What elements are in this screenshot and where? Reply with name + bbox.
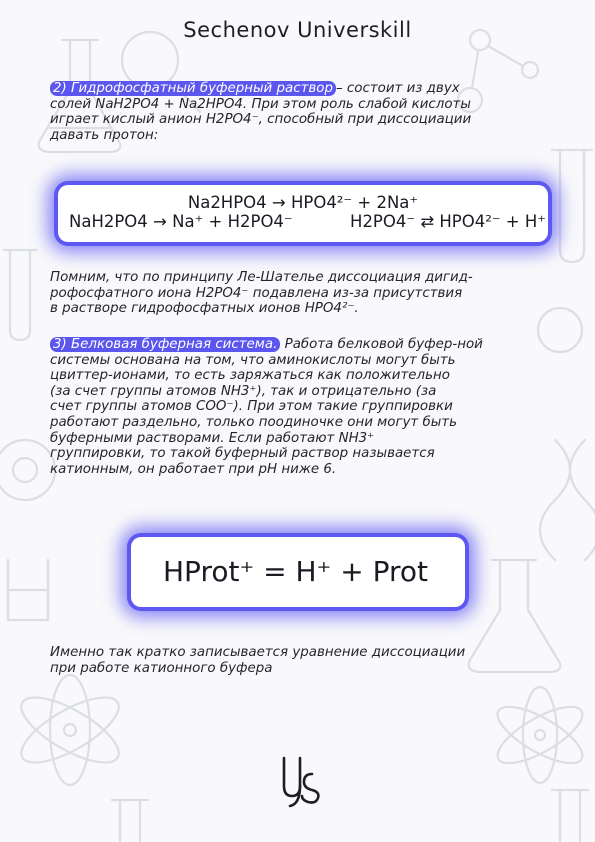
closing-line: Именно так кратко записывается уравнение диссоциации xyxy=(50,645,466,660)
section-3-line: (за счет группы атомов NH3⁺), так и отрицательно (за xyxy=(50,383,437,399)
equation-hprot-dissociation: HProt⁺ = H⁺ + Prot xyxy=(163,555,428,588)
section-2-paragraph xyxy=(50,81,550,143)
section-3-line: группировки, то такой буферный раствор называется xyxy=(50,446,435,462)
section-2-line xyxy=(50,81,550,97)
section-3-line: системы основана на том, что аминокислоты могут быть xyxy=(50,352,456,368)
sechenov-logo-icon xyxy=(270,752,326,810)
equation-box-protein xyxy=(131,537,465,607)
section-3-line: счет группы атомов COO⁻). При этом такие группировки xyxy=(50,399,453,415)
section-3-line: буферными растворами. Если работают NH3⁺ xyxy=(50,430,375,446)
section-3-heading-highlight: 3) Белковая буферная система. xyxy=(50,337,280,352)
equation-box-phosphate xyxy=(58,185,548,242)
section-2-heading-highlight: 2) Гидрофосфатный буферный раствор xyxy=(50,81,336,96)
section-3-line xyxy=(50,337,550,353)
equation-dissociation-na2hpo4: Na2HPO4 → HPO4²⁻ + 2Na⁺ xyxy=(187,193,419,212)
section-3-line: катионным, он работает при pH ниже 6. xyxy=(50,461,337,477)
closing-paragraph xyxy=(50,645,550,676)
equation-row-2 xyxy=(58,212,548,231)
note-line: в растворе гидрофосфатных ионов HPO4²⁻. xyxy=(50,301,359,317)
section-3-line: работают раздельно, только поодиночке они могут быть xyxy=(50,414,457,430)
section-2-line: давать протон: xyxy=(50,127,159,143)
section-3-paragraph xyxy=(50,337,550,477)
note-line: Помним, что по принципу Ле-Шателье диссоциация дигид- xyxy=(50,270,473,285)
le-chatelier-note xyxy=(50,270,550,317)
section-2-line1-rest: – состоит из двух xyxy=(335,81,460,96)
section-3-line: цвиттер-ионами, то есть заряжаться как положительно xyxy=(50,368,450,384)
page-title: Sechenov Universkill xyxy=(183,18,412,42)
section-2-line: играет кислый анион H2PO4⁻, способный при диссоциации xyxy=(50,112,472,128)
closing-line: при работе катионного буфера xyxy=(50,660,273,676)
equation-dissociation-nah2po4: NaH2PO4 → Na⁺ + H2PO4⁻ xyxy=(69,212,293,231)
section-3-line1-rest: Работа белковой буфер-ной xyxy=(280,337,483,352)
note-line: рофосфатного иона H2PO4⁻ подавлена из-за присутствия xyxy=(50,285,463,301)
section-2-line: солей NaH2PO4 + Na2HPO4. При этом роль слабой кислоты xyxy=(50,96,471,112)
equation-equilibrium-h2po4: H2PO4⁻ ⇄ HPO4²⁻ + H⁺ xyxy=(350,212,546,231)
